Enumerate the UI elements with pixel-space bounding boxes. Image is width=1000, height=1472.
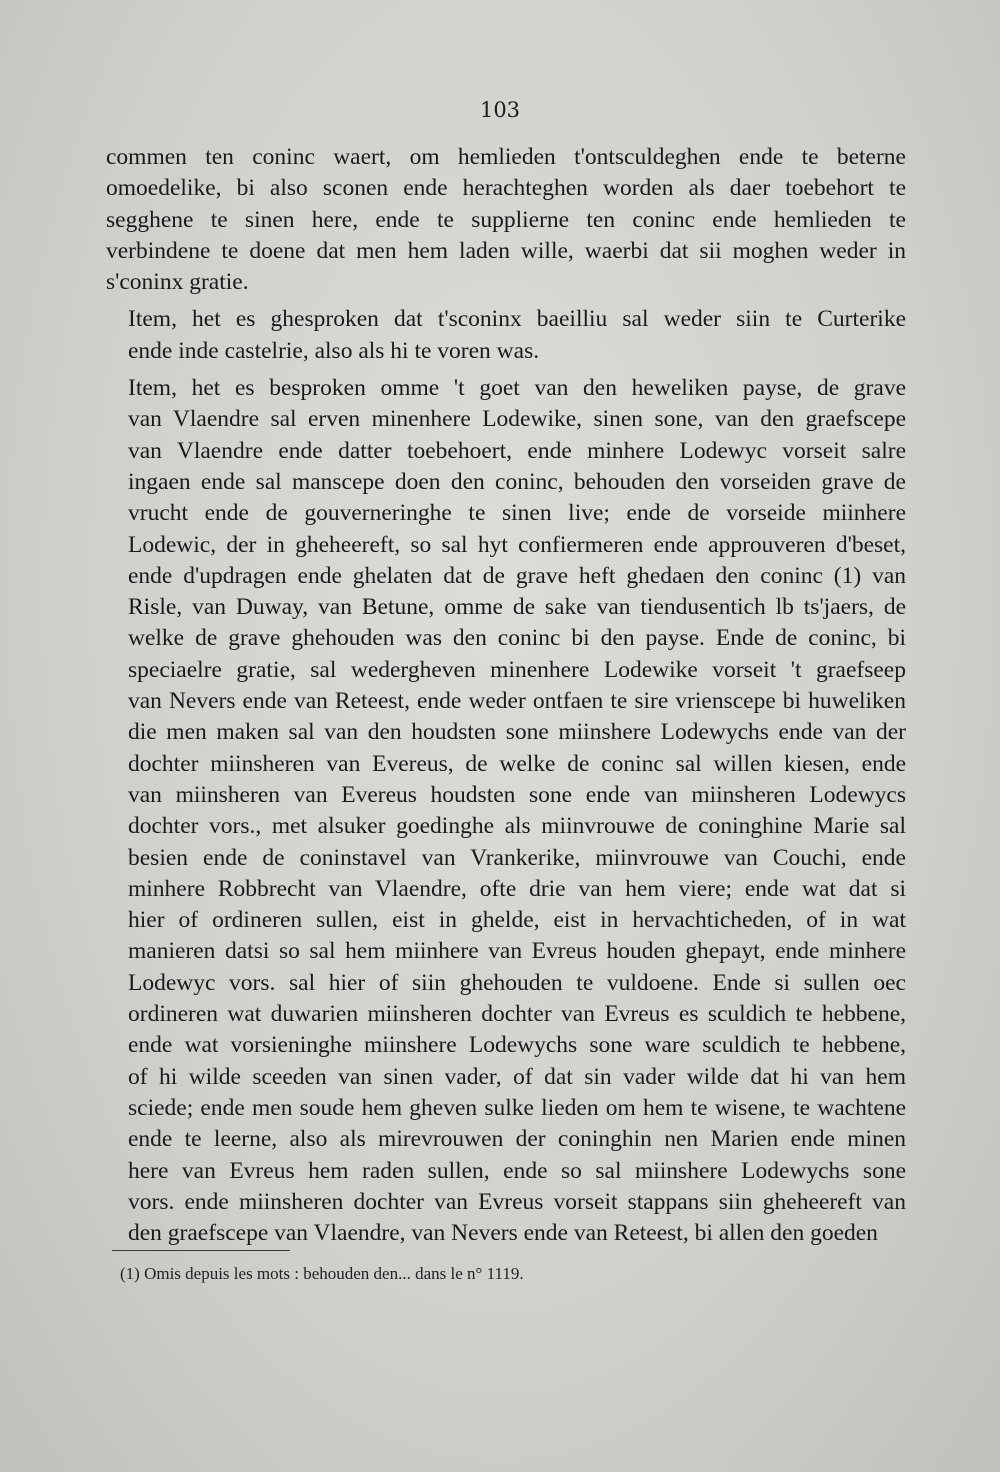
text-line: omoedelike, bi also sconen ende herachteghen worden als daer toebehort te [106, 175, 906, 202]
text-line: of hi wilde sceeden van sinen vader, of dat sin vader wilde dat hi van hem [128, 1063, 906, 1090]
text-line: die men maken sal van den houdsten sone miinshere Lodewychs ende van der [128, 719, 906, 746]
text-line: ordineren wat duwarien miinsheren dochter van Evreus es sculdich te hebbene, [128, 1001, 906, 1028]
text-line: here van Evreus hem raden sullen, ende so sal miinshere Lodewychs sone [128, 1157, 906, 1184]
paragraph-2 [106, 304, 906, 367]
text-line: verbindene te doene dat men hem laden wille, waerbi dat sii moghen weder in [106, 237, 906, 264]
text-line: vors. ende miinsheren dochter van Evreus vorseit stappans siin gheheereft van [128, 1188, 906, 1215]
text-line: van Nevers ende van Reteest, ende weder ontfaen te sire vrienscepe bi huweliken [128, 688, 906, 715]
text-line: den graefscepe van Vlaendre, van Nevers ende van Reteest, bi allen den goeden [128, 1220, 878, 1247]
text-line: Lodewyc vors. sal hier of siin ghehouden te vuldoene. Ende si sullen oec [128, 969, 906, 996]
text-line: manieren datsi so sal hem miinhere van Evreus houden ghepayt, ende minhere [128, 938, 906, 965]
text-line: Item, het es ghesproken dat t'sconinx baeilliu sal weder siin te Curterike [128, 306, 906, 333]
text-line: s'coninx gratie. [106, 269, 249, 296]
footnote-rule [112, 1250, 290, 1251]
paragraph-3 [106, 373, 906, 1249]
text-line: sciede; ende men soude hem gheven sulke lieden om hem te wisene, te wachtene [128, 1094, 906, 1121]
text-line: ende inde castelrie, also als hi te voren was. [128, 337, 540, 364]
text-line: Lodewic, der in gheheereft, so sal hyt confiermeren ende approuveren d'beset, [128, 531, 906, 558]
text-line: dochter miinsheren van Evereus, de welke de coninc sal willen kiesen, ende [128, 750, 906, 777]
text-line: speciaelre gratie, sal wedergheven minenhere Lodewike vorseit 't graefseep [128, 656, 906, 683]
text-line: commen ten coninc waert, om hemlieden t'ontsculdeghen ende te beterne [106, 144, 906, 170]
text-line: van miinsheren van Evereus houdsten sone ende van miinsheren Lodewycs [128, 781, 906, 808]
text-line: hier of ordineren sullen, eist in ghelde, eist in hervachticheden, of in wat [128, 907, 906, 934]
text-line: vrucht ende de gouverneringhe te sinen live; ende de vorseide miinhere [128, 500, 906, 527]
text-line: ende d'updragen ende ghelaten dat de grave heft ghedaen den coninc (1) van [128, 562, 906, 589]
text-line: ingaen ende sal manscepe doen den coninc, behouden den vorseiden grave de [128, 468, 906, 495]
body-text [106, 142, 906, 1255]
text-line: segghene te sinen here, ende te supplierne ten coninc ende hemlieden te [106, 206, 906, 233]
text-line: ende wat vorsieninghe miinshere Lodewychs sone ware sculdich te hebbene, [128, 1032, 906, 1059]
text-line: besien ende de coninstavel van Vrankerike, miinvrouwe van Couchi, ende [128, 844, 906, 871]
page-number: 103 [479, 98, 521, 122]
text-line: dochter vors., met alsuker goedinghe als miinvrouwe de coninghine Marie sal [128, 813, 906, 840]
text-line: van Vlaendre ende datter toebehoert, ende minhere Lodewyc vorseit salre [128, 437, 906, 464]
text-line: Risle, van Duway, van Betune, omme de sake van tiendusentich lb ts'jaers, de [128, 594, 906, 621]
paragraph-1 [106, 142, 906, 298]
footnote: (1) Omis depuis les mots : behouden den... dans le n° 1119. [120, 1264, 524, 1283]
text-line: van Vlaendre sal erven minenhere Lodewike, sinen sone, van den graefscepe [128, 406, 906, 433]
text-line: minhere Robbrecht van Vlaendre, ofte drie van hem viere; ende wat dat si [128, 875, 906, 902]
text-line: ende te leerne, also als mirevrouwen der coninghin nen Marien ende minen [128, 1126, 906, 1153]
text-line: Item, het es besproken omme 't goet van den heweliken payse, de grave [128, 375, 906, 402]
text-line: welke de grave ghehouden was den coninc bi den payse. Ende de coninc, bi [128, 625, 906, 652]
